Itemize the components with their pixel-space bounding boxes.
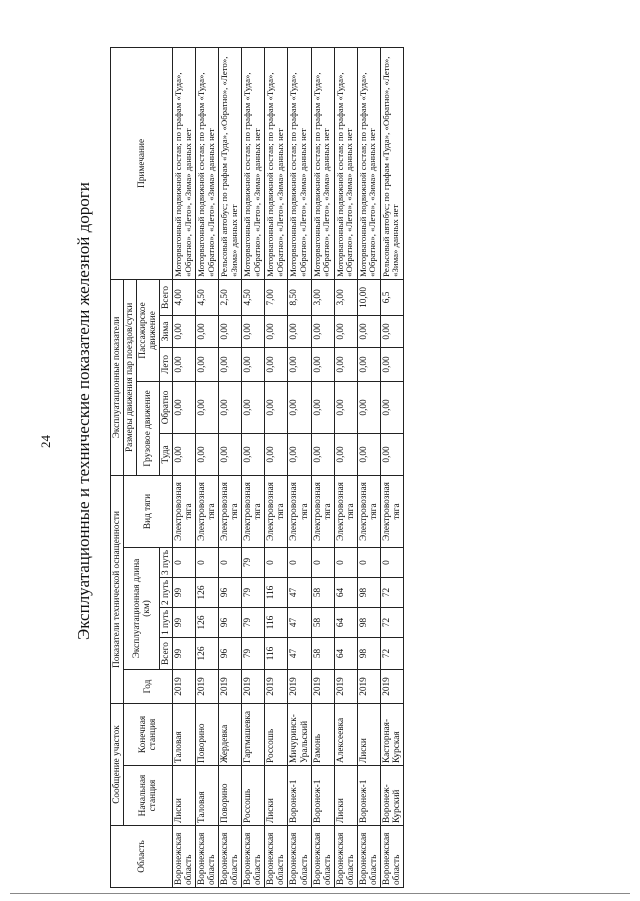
freight-back-cell: 0,00 <box>196 381 219 433</box>
start-station-cell: Лиски <box>265 766 288 826</box>
year-cell: 2019 <box>334 669 357 703</box>
table-body <box>173 47 404 887</box>
traction-cell: Электровозная тяга <box>173 475 196 547</box>
document-title: Эксплуатационные и технические показатели железной дороги <box>74 182 93 640</box>
region-cell: Воронежская область <box>288 826 311 888</box>
length-total-cell: 96 <box>219 637 242 669</box>
freight-back-cell: 0,00 <box>219 381 242 433</box>
header-op-length: Эксплуатационная длина (км) <box>124 547 160 669</box>
region-cell: Воронежская область <box>357 826 380 888</box>
header-end-station: Конечная станция <box>124 703 173 765</box>
header-start-station: Начальная станция <box>124 766 173 826</box>
track-1-cell: 116 <box>265 607 288 637</box>
passenger-winter-cell: 0,00 <box>380 315 403 347</box>
passenger-summer-cell: 0,00 <box>380 347 403 381</box>
passenger-winter-cell: 0,00 <box>334 315 357 347</box>
end-station-cell: Алексеевка <box>334 703 357 765</box>
track-3-cell: 0 <box>380 547 403 577</box>
end-station-cell: Таловая <box>173 703 196 765</box>
track-3-cell: 0 <box>173 547 196 577</box>
note-cell: Моторвагонный подвижной состав; по графам «Туда», «Обратно», «Лето», «Зима» данных нет <box>288 47 311 279</box>
traction-cell: Электровозная тяга <box>334 475 357 547</box>
track-1-cell: 96 <box>219 607 242 637</box>
table-row <box>219 47 242 887</box>
end-station-cell: Жердевка <box>219 703 242 765</box>
year-cell: 2019 <box>265 669 288 703</box>
passenger-winter-cell: 0,00 <box>288 315 311 347</box>
freight-there-cell: 0,00 <box>288 433 311 475</box>
passenger-total-cell: 3,00 <box>311 279 334 315</box>
freight-there-cell: 0,00 <box>173 433 196 475</box>
header-traction: Вид тяги <box>124 475 173 547</box>
table-row <box>196 47 219 887</box>
traction-cell: Электровозная тяга <box>196 475 219 547</box>
passenger-summer-cell: 0,00 <box>219 347 242 381</box>
railway-indicators-table <box>110 47 404 888</box>
track-3-cell: 0 <box>334 547 357 577</box>
start-station-cell: Россошь <box>242 766 265 826</box>
traction-cell: Электровозная тяга <box>288 475 311 547</box>
freight-there-cell: 0,00 <box>357 433 380 475</box>
length-total-cell: 64 <box>334 637 357 669</box>
end-station-cell: Мичуринск-Уральский <box>288 703 311 765</box>
header-year: Год <box>124 669 173 703</box>
passenger-total-cell: 4,50 <box>242 279 265 315</box>
start-station-cell: Лиски <box>173 766 196 826</box>
track-1-cell: 58 <box>311 607 334 637</box>
note-cell: Рельсовый автобус; по графам «Туда», «Обратно», «Лето», «Зима» данных нет <box>219 47 242 279</box>
passenger-winter-cell: 0,00 <box>196 315 219 347</box>
header-length-total: Всего <box>160 637 173 669</box>
freight-back-cell: 0,00 <box>242 381 265 433</box>
table-row <box>334 47 357 887</box>
length-total-cell: 47 <box>288 637 311 669</box>
passenger-summer-cell: 0,00 <box>334 347 357 381</box>
passenger-total-cell: 2,50 <box>219 279 242 315</box>
passenger-winter-cell: 0,00 <box>242 315 265 347</box>
end-station-cell: Поворино <box>196 703 219 765</box>
track-1-cell: 79 <box>242 607 265 637</box>
note-cell: Моторвагонный подвижной состав; по графам «Туда», «Обратно», «Лето», «Зима» данных нет <box>334 47 357 279</box>
freight-there-cell: 0,00 <box>311 433 334 475</box>
traction-cell: Электровозная тяга <box>265 475 288 547</box>
region-cell: Воронежская область <box>196 826 219 888</box>
start-station-cell: Воронеж-1 <box>311 766 334 826</box>
start-station-cell: Таловая <box>196 766 219 826</box>
freight-back-cell: 0,00 <box>173 381 196 433</box>
length-total-cell: 99 <box>173 637 196 669</box>
passenger-winter-cell: 0,00 <box>173 315 196 347</box>
table-row <box>380 47 403 887</box>
header-winter: Зима <box>160 315 173 347</box>
track-2-cell: 99 <box>173 577 196 607</box>
track-3-cell: 0 <box>219 547 242 577</box>
track-2-cell: 98 <box>357 577 380 607</box>
track-2-cell: 79 <box>242 577 265 607</box>
header-tech-group: Показатели технической оснащенности <box>111 475 124 703</box>
region-cell: Воронежская область <box>380 826 403 888</box>
region-cell: Воронежская область <box>173 826 196 888</box>
table-row <box>242 47 265 887</box>
traction-cell: Электровозная тяга <box>219 475 242 547</box>
passenger-summer-cell: 0,00 <box>196 347 219 381</box>
freight-back-cell: 0,00 <box>357 381 380 433</box>
length-total-cell: 79 <box>242 637 265 669</box>
start-station-cell: Воронеж-1 <box>288 766 311 826</box>
region-cell: Воронежская область <box>311 826 334 888</box>
track-1-cell: 99 <box>173 607 196 637</box>
passenger-winter-cell: 0,00 <box>219 315 242 347</box>
start-station-cell: Воронеж-Курский <box>380 766 403 826</box>
freight-back-cell: 0,00 <box>265 381 288 433</box>
table-row <box>265 47 288 887</box>
track-2-cell: 96 <box>219 577 242 607</box>
track-2-cell: 72 <box>380 577 403 607</box>
passenger-total-cell: 8,50 <box>288 279 311 315</box>
track-3-cell: 0 <box>357 547 380 577</box>
note-cell: Моторвагонный подвижной состав; по графам «Туда», «Обратно», «Лето», «Зима» данных нет <box>357 47 380 279</box>
year-cell: 2019 <box>288 669 311 703</box>
year-cell: 2019 <box>380 669 403 703</box>
passenger-summer-cell: 0,00 <box>265 347 288 381</box>
note-cell: Моторвагонный подвижной состав; по графам «Туда», «Обратно», «Лето», «Зима» данных нет <box>242 47 265 279</box>
freight-back-cell: 0,00 <box>288 381 311 433</box>
start-station-cell: Воронеж-1 <box>357 766 380 826</box>
region-cell: Воронежская область <box>265 826 288 888</box>
track-2-cell: 116 <box>265 577 288 607</box>
end-station-cell: Касторная-Курская <box>380 703 403 765</box>
page-bottom-rule <box>10 893 630 894</box>
header-train-pairs: Размеры движения пар поездов/сутки <box>124 279 137 475</box>
note-cell: Моторвагонный подвижной состав; по графам «Туда», «Обратно», «Лето», «Зима» данных нет <box>311 47 334 279</box>
rotated-table-wrapper <box>110 56 404 888</box>
track-3-cell: 0 <box>311 547 334 577</box>
passenger-total-cell: 6,5 <box>380 279 403 315</box>
header-track-2: 2 путь <box>160 577 173 607</box>
passenger-summer-cell: 0,00 <box>311 347 334 381</box>
length-total-cell: 98 <box>357 637 380 669</box>
track-2-cell: 64 <box>334 577 357 607</box>
passenger-summer-cell: 0,00 <box>242 347 265 381</box>
note-cell: Моторвагонный подвижной состав; по графам «Туда», «Обратно», «Лето», «Зима» данных нет <box>265 47 288 279</box>
end-station-cell: Россошь <box>265 703 288 765</box>
freight-there-cell: 0,00 <box>196 433 219 475</box>
header-ops-group: Эксплуатационные показатели <box>111 279 124 475</box>
traction-cell: Электровозная тяга <box>380 475 403 547</box>
end-station-cell: Лиски <box>357 703 380 765</box>
passenger-winter-cell: 0,00 <box>265 315 288 347</box>
passenger-winter-cell: 0,00 <box>357 315 380 347</box>
start-station-cell: Поворино <box>219 766 242 826</box>
page-number: 24 <box>38 435 53 448</box>
year-cell: 2019 <box>357 669 380 703</box>
table-row <box>173 47 196 887</box>
header-passenger: Пассажирское движение <box>137 279 160 381</box>
freight-there-cell: 0,00 <box>242 433 265 475</box>
track-2-cell: 47 <box>288 577 311 607</box>
traction-cell: Электровозная тяга <box>311 475 334 547</box>
track-2-cell: 126 <box>196 577 219 607</box>
track-3-cell: 0 <box>265 547 288 577</box>
year-cell: 2019 <box>173 669 196 703</box>
passenger-summer-cell: 0,00 <box>173 347 196 381</box>
year-cell: 2019 <box>219 669 242 703</box>
freight-there-cell: 0,00 <box>219 433 242 475</box>
region-cell: Воронежская область <box>334 826 357 888</box>
end-station-cell: Рамонь <box>311 703 334 765</box>
passenger-winter-cell: 0,00 <box>311 315 334 347</box>
freight-there-cell: 0,00 <box>334 433 357 475</box>
freight-back-cell: 0,00 <box>311 381 334 433</box>
header-region: Область <box>111 826 173 888</box>
freight-back-cell: 0,00 <box>380 381 403 433</box>
freight-back-cell: 0,00 <box>334 381 357 433</box>
track-3-cell: 0 <box>196 547 219 577</box>
length-total-cell: 58 <box>311 637 334 669</box>
track-1-cell: 64 <box>334 607 357 637</box>
note-cell: Моторвагонный подвижной состав; по графам «Туда», «Обратно», «Лето», «Зима» данных нет <box>173 47 196 279</box>
track-1-cell: 72 <box>380 607 403 637</box>
start-station-cell: Лиски <box>334 766 357 826</box>
table-header <box>111 47 173 887</box>
header-note: Примечание <box>111 47 173 279</box>
year-cell: 2019 <box>196 669 219 703</box>
header-track-3: 3 путь <box>160 547 173 577</box>
track-1-cell: 126 <box>196 607 219 637</box>
table-row <box>311 47 334 887</box>
year-cell: 2019 <box>311 669 334 703</box>
header-section-group: Сообщение участок <box>111 703 124 825</box>
passenger-total-cell: 4,50 <box>196 279 219 315</box>
header-there: Туда <box>160 433 173 475</box>
passenger-total-cell: 4,00 <box>173 279 196 315</box>
region-cell: Воронежская область <box>242 826 265 888</box>
passenger-summer-cell: 0,00 <box>357 347 380 381</box>
passenger-summer-cell: 0,00 <box>288 347 311 381</box>
table-row <box>357 47 380 887</box>
traction-cell: Электровозная тяга <box>357 475 380 547</box>
length-total-cell: 72 <box>380 637 403 669</box>
passenger-total-cell: 7,00 <box>265 279 288 315</box>
note-cell: Рельсовый автобус; по графам «Туда», «Обратно», «Лето», «Зима» данных нет <box>380 47 403 279</box>
year-cell: 2019 <box>242 669 265 703</box>
traction-cell: Электровозная тяга <box>242 475 265 547</box>
track-3-cell: 79 <box>242 547 265 577</box>
header-passenger-total: Всего <box>160 279 173 315</box>
region-cell: Воронежская область <box>219 826 242 888</box>
header-summer: Лето <box>160 347 173 381</box>
table-row <box>288 47 311 887</box>
track-1-cell: 47 <box>288 607 311 637</box>
track-3-cell: 0 <box>288 547 311 577</box>
note-cell: Моторвагонный подвижной состав; по графам «Туда», «Обратно», «Лето», «Зима» данных нет <box>196 47 219 279</box>
passenger-total-cell: 10,00 <box>357 279 380 315</box>
track-2-cell: 58 <box>311 577 334 607</box>
passenger-total-cell: 3,00 <box>334 279 357 315</box>
end-station-cell: Гартмашевка <box>242 703 265 765</box>
length-total-cell: 116 <box>265 637 288 669</box>
header-track-1: 1 путь <box>160 607 173 637</box>
header-back: Обратно <box>160 381 173 433</box>
track-1-cell: 98 <box>357 607 380 637</box>
freight-there-cell: 0,00 <box>265 433 288 475</box>
length-total-cell: 126 <box>196 637 219 669</box>
header-freight: Грузовое движение <box>137 381 160 475</box>
freight-there-cell: 0,00 <box>380 433 403 475</box>
